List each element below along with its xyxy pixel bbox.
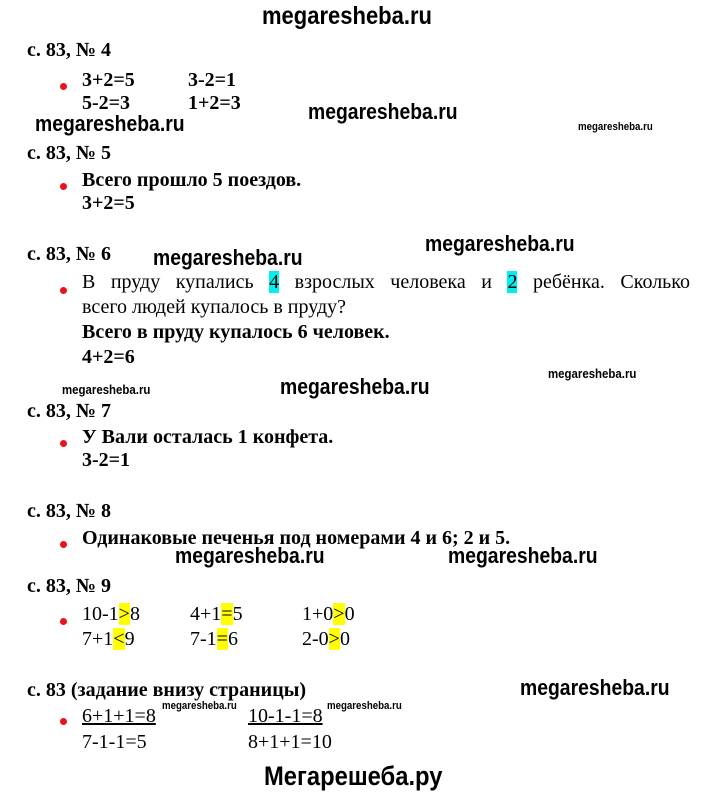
equation: 7-1-1=5 bbox=[82, 731, 147, 753]
section-title-bottom-task: с. 83 (задание внизу страницы) bbox=[27, 679, 306, 701]
equation: 1+2=3 bbox=[188, 92, 241, 114]
highlighted-number: 4 bbox=[269, 271, 280, 293]
problem-text-line1 bbox=[82, 270, 690, 294]
watermark: megaresheba.ru bbox=[62, 382, 151, 397]
section-title-8: с. 83, № 8 bbox=[27, 500, 111, 522]
highlighted-number: 2 bbox=[507, 271, 518, 293]
equation: 3+2=5 bbox=[82, 192, 135, 214]
section-title-6: с. 83, № 6 bbox=[27, 243, 111, 265]
bullet-icon bbox=[60, 83, 67, 90]
comparison: 7+1<9 bbox=[82, 628, 135, 650]
watermark: megaresheba.ru bbox=[153, 245, 303, 270]
watermark: megaresheba.ru bbox=[448, 543, 598, 568]
watermark: megaresheba.ru bbox=[578, 121, 653, 133]
answer-text: Всего в пруду купалось 6 человек. bbox=[82, 321, 390, 343]
equation: 5-2=3 bbox=[82, 92, 131, 114]
answer-text: Одинаковые печенья под номерами 4 и 6; 2 и 5. bbox=[82, 527, 511, 549]
equation: 4+2=6 bbox=[82, 346, 135, 368]
watermark: megaresheba.ru bbox=[327, 700, 402, 712]
bullet-icon bbox=[60, 440, 67, 447]
answer-text: У Вали осталась 1 конфета. bbox=[82, 426, 334, 448]
equation: 6+1+1=8 bbox=[82, 705, 156, 727]
watermark: megaresheba.ru bbox=[35, 111, 185, 136]
watermark: megaresheba.ru bbox=[280, 374, 430, 399]
section-title-7: с. 83, № 7 bbox=[27, 400, 111, 422]
watermark: megaresheba.ru bbox=[162, 700, 237, 712]
bullet-icon bbox=[60, 183, 67, 190]
watermark: megaresheba.ru bbox=[425, 231, 575, 256]
footer-title: Мегарешеба.ру bbox=[264, 761, 443, 791]
comparison: 2-0>0 bbox=[302, 628, 350, 650]
bullet-icon bbox=[60, 287, 67, 294]
text: взрослых человека и bbox=[279, 271, 508, 293]
watermark: megaresheba.ru bbox=[308, 99, 458, 124]
comparison: 10-1>8 bbox=[82, 603, 140, 625]
section-title-9: с. 83, № 9 bbox=[27, 575, 111, 597]
text: ребёнка. Сколько bbox=[517, 271, 690, 293]
section-title-4: с. 83, № 4 bbox=[27, 39, 111, 61]
equation: 3+2=5 bbox=[82, 69, 135, 91]
bullet-icon bbox=[60, 718, 67, 725]
header-watermark: megaresheba.ru bbox=[262, 2, 432, 30]
watermark: megaresheba.ru bbox=[520, 675, 670, 700]
bullet-icon bbox=[60, 618, 67, 625]
bullet-icon bbox=[60, 541, 67, 548]
equation: 10-1-1=8 bbox=[248, 705, 323, 727]
comparison: 1+0>0 bbox=[302, 603, 355, 625]
equation: 8+1+1=10 bbox=[248, 731, 332, 753]
comparison: 7-1=6 bbox=[190, 628, 238, 650]
watermark: megaresheba.ru bbox=[548, 366, 637, 381]
equation: 3-2=1 bbox=[82, 449, 131, 471]
equation: 3-2=1 bbox=[188, 69, 237, 91]
problem-text-line2: всего людей купалось в пруду? bbox=[82, 296, 347, 318]
watermark: megaresheba.ru bbox=[175, 543, 325, 568]
answer-text: Всего прошло 5 поездов. bbox=[82, 169, 302, 191]
section-title-5: с. 83, № 5 bbox=[27, 142, 111, 164]
text: В пруду купались bbox=[82, 271, 270, 293]
comparison: 4+1=5 bbox=[190, 603, 243, 625]
